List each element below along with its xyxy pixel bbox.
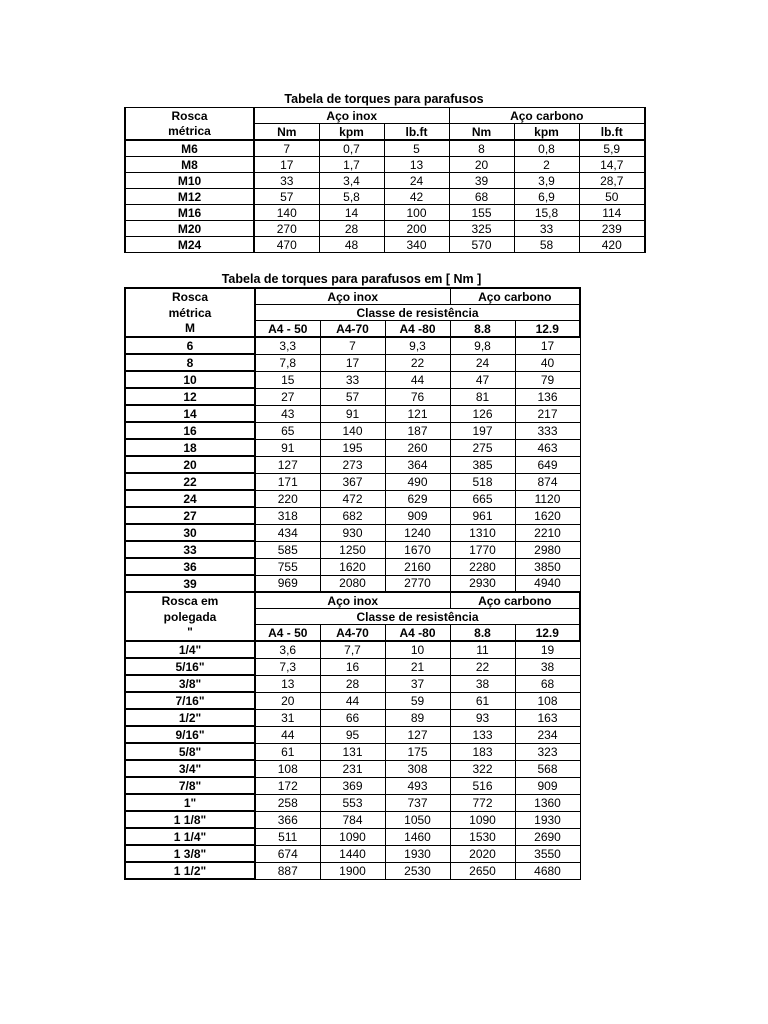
value-cell: 108 [515, 692, 580, 709]
table-row [125, 541, 580, 558]
value-cell: 755 [255, 558, 320, 575]
value-cell: 65 [255, 422, 320, 439]
value-cell: 42 [384, 189, 449, 205]
value-cell: 649 [515, 456, 580, 473]
header-unit: kpm [514, 124, 579, 141]
header-class: 8.8 [450, 625, 515, 642]
value-cell: 930 [320, 524, 385, 541]
table-row [125, 828, 580, 845]
row-label: 1 1/2" [125, 862, 255, 879]
value-cell: 6,9 [514, 189, 579, 205]
value-cell: 1460 [385, 828, 450, 845]
value-cell: 38 [450, 675, 515, 692]
value-cell: 33 [320, 371, 385, 388]
value-cell: 163 [515, 709, 580, 726]
value-cell: 7,3 [255, 658, 320, 675]
value-cell: 50 [579, 189, 645, 205]
value-cell: 17 [320, 354, 385, 371]
header-unit-inch: " [125, 625, 255, 642]
row-label: 7/8" [125, 777, 255, 794]
table-row [125, 405, 580, 422]
value-cell: 9,8 [450, 337, 515, 354]
value-cell: 43 [255, 405, 320, 422]
value-cell: 340 [384, 237, 449, 253]
value-cell: 133 [450, 726, 515, 743]
value-cell: 175 [385, 743, 450, 760]
value-cell: 127 [255, 456, 320, 473]
value-cell: 518 [450, 473, 515, 490]
value-cell: 37 [385, 675, 450, 692]
value-cell: 197 [450, 422, 515, 439]
torque-table-resistance-class [124, 287, 581, 880]
table-row [125, 439, 580, 456]
value-cell: 553 [320, 794, 385, 811]
value-cell: 66 [320, 709, 385, 726]
value-cell: 570 [449, 237, 514, 253]
value-cell: 91 [320, 405, 385, 422]
row-label: 33 [125, 541, 255, 558]
value-cell: 39 [449, 173, 514, 189]
value-cell: 568 [515, 760, 580, 777]
row-label: 9/16" [125, 726, 255, 743]
value-cell: 2690 [515, 828, 580, 845]
value-cell: 1240 [385, 524, 450, 541]
table-row [125, 507, 580, 524]
value-cell: 27 [255, 388, 320, 405]
value-cell: 126 [450, 405, 515, 422]
value-cell: 14,7 [579, 157, 645, 173]
header-class: A4 - 50 [255, 625, 320, 642]
row-label: M24 [125, 237, 254, 253]
header-class: 8.8 [450, 321, 515, 338]
value-cell: 1440 [320, 845, 385, 862]
row-label: 18 [125, 439, 255, 456]
value-cell: 2210 [515, 524, 580, 541]
value-cell: 48 [319, 237, 384, 253]
header-class: A4-70 [320, 321, 385, 338]
value-cell: 58 [514, 237, 579, 253]
value-cell: 33 [254, 173, 319, 189]
table-row [125, 811, 580, 828]
header-rosca: Rosca [125, 108, 254, 124]
value-cell: 3,6 [255, 641, 320, 658]
value-cell: 13 [255, 675, 320, 692]
table-row [125, 354, 580, 371]
table-row [125, 189, 645, 205]
value-cell: 2 [514, 157, 579, 173]
value-cell: 195 [320, 439, 385, 456]
value-cell: 322 [450, 760, 515, 777]
value-cell: 44 [255, 726, 320, 743]
value-cell: 7 [254, 140, 319, 157]
value-cell: 472 [320, 490, 385, 507]
header-unit: lb.ft [384, 124, 449, 141]
header-aco-carbono: Aço carbono [450, 592, 580, 609]
table-row [125, 173, 645, 189]
value-cell: 19 [515, 641, 580, 658]
value-cell: 121 [385, 405, 450, 422]
value-cell: 13 [384, 157, 449, 173]
row-label: 1 1/4" [125, 828, 255, 845]
value-cell: 28,7 [579, 173, 645, 189]
value-cell: 28 [320, 675, 385, 692]
value-cell: 61 [450, 692, 515, 709]
value-cell: 258 [255, 794, 320, 811]
value-cell: 171 [255, 473, 320, 490]
value-cell: 325 [449, 221, 514, 237]
row-label: M12 [125, 189, 254, 205]
value-cell: 47 [450, 371, 515, 388]
value-cell: 15,8 [514, 205, 579, 221]
row-label: 30 [125, 524, 255, 541]
value-cell: 3,4 [319, 173, 384, 189]
torque-table-metric-units [124, 107, 646, 253]
value-cell: 22 [385, 354, 450, 371]
table-row [125, 140, 645, 157]
value-cell: 57 [320, 388, 385, 405]
value-cell: 93 [450, 709, 515, 726]
table-row [125, 709, 580, 726]
value-cell: 3550 [515, 845, 580, 862]
value-cell: 2020 [450, 845, 515, 862]
value-cell: 1,7 [319, 157, 384, 173]
value-cell: 20 [449, 157, 514, 173]
value-cell: 273 [320, 456, 385, 473]
value-cell: 33 [514, 221, 579, 237]
value-cell: 1090 [450, 811, 515, 828]
value-cell: 24 [384, 173, 449, 189]
row-label: 7/16" [125, 692, 255, 709]
value-cell: 260 [385, 439, 450, 456]
value-cell: 308 [385, 760, 450, 777]
value-cell: 0,7 [319, 140, 384, 157]
row-label: 6 [125, 337, 255, 354]
header-metrica: métrica [125, 124, 254, 141]
table-row [125, 575, 580, 592]
value-cell: 909 [385, 507, 450, 524]
table-row [125, 794, 580, 811]
value-cell: 17 [515, 337, 580, 354]
value-cell: 89 [385, 709, 450, 726]
value-cell: 61 [255, 743, 320, 760]
value-cell: 333 [515, 422, 580, 439]
row-label: 22 [125, 473, 255, 490]
table-row [125, 675, 580, 692]
value-cell: 220 [255, 490, 320, 507]
header-class: A4 -80 [385, 321, 450, 338]
value-cell: 1360 [515, 794, 580, 811]
value-cell: 2280 [450, 558, 515, 575]
value-cell: 28 [319, 221, 384, 237]
value-cell: 516 [450, 777, 515, 794]
value-cell: 44 [385, 371, 450, 388]
row-label: 16 [125, 422, 255, 439]
row-label: 14 [125, 405, 255, 422]
table-row [125, 371, 580, 388]
value-cell: 784 [320, 811, 385, 828]
value-cell: 44 [320, 692, 385, 709]
value-cell: 21 [385, 658, 450, 675]
row-label: 39 [125, 575, 255, 592]
header-class: 12.9 [515, 321, 580, 338]
row-label: 10 [125, 371, 255, 388]
value-cell: 7,8 [255, 354, 320, 371]
value-cell: 0,8 [514, 140, 579, 157]
value-cell: 131 [320, 743, 385, 760]
value-cell: 2080 [320, 575, 385, 592]
table-row [125, 237, 645, 253]
header-unit-m: M [125, 321, 255, 338]
value-cell: 5,9 [579, 140, 645, 157]
row-label: 36 [125, 558, 255, 575]
value-cell: 5,8 [319, 189, 384, 205]
row-label: 20 [125, 456, 255, 473]
table-row [125, 337, 580, 354]
value-cell: 8 [449, 140, 514, 157]
header-classe: Classe de resistência [255, 609, 580, 625]
value-cell: 665 [450, 490, 515, 507]
value-cell: 10 [385, 641, 450, 658]
value-cell: 140 [254, 205, 319, 221]
value-cell: 136 [515, 388, 580, 405]
header-rosca-em: Rosca em [125, 592, 255, 609]
value-cell: 493 [385, 777, 450, 794]
table-row [125, 692, 580, 709]
value-cell: 9,3 [385, 337, 450, 354]
value-cell: 68 [515, 675, 580, 692]
value-cell: 674 [255, 845, 320, 862]
header-metrica: métrica [125, 305, 255, 321]
table-row [125, 845, 580, 862]
table-row [125, 388, 580, 405]
row-label: 1" [125, 794, 255, 811]
header-unit: Nm [449, 124, 514, 141]
value-cell: 200 [384, 221, 449, 237]
value-cell: 737 [385, 794, 450, 811]
value-cell: 1930 [515, 811, 580, 828]
value-cell: 31 [255, 709, 320, 726]
value-cell: 5 [384, 140, 449, 157]
row-label: 5/16" [125, 658, 255, 675]
header-class: A4 - 50 [255, 321, 320, 338]
value-cell: 24 [450, 354, 515, 371]
table-row [125, 760, 580, 777]
value-cell: 1620 [515, 507, 580, 524]
value-cell: 470 [254, 237, 319, 253]
header-classe: Classe de resistência [255, 305, 580, 321]
value-cell: 3,3 [255, 337, 320, 354]
value-cell: 68 [449, 189, 514, 205]
value-cell: 17 [254, 157, 319, 173]
value-cell: 2980 [515, 541, 580, 558]
value-cell: 59 [385, 692, 450, 709]
table1-title: Tabela de torques para parafusos [284, 92, 484, 106]
value-cell: 16 [320, 658, 385, 675]
header-aco-carbono: Aço carbono [450, 288, 580, 305]
row-label: M16 [125, 205, 254, 221]
value-cell: 385 [450, 456, 515, 473]
value-cell: 234 [515, 726, 580, 743]
value-cell: 7,7 [320, 641, 385, 658]
header-aco-inox: Aço inox [255, 288, 450, 305]
value-cell: 318 [255, 507, 320, 524]
value-cell: 95 [320, 726, 385, 743]
value-cell: 275 [450, 439, 515, 456]
row-label: 5/8" [125, 743, 255, 760]
value-cell: 1770 [450, 541, 515, 558]
value-cell: 2650 [450, 862, 515, 879]
value-cell: 490 [385, 473, 450, 490]
table-row [125, 743, 580, 760]
value-cell: 434 [255, 524, 320, 541]
value-cell: 3,9 [514, 173, 579, 189]
table-row [125, 205, 645, 221]
value-cell: 367 [320, 473, 385, 490]
value-cell: 217 [515, 405, 580, 422]
header-aco-inox: Aço inox [255, 592, 450, 609]
row-label: 3/8" [125, 675, 255, 692]
value-cell: 38 [515, 658, 580, 675]
value-cell: 4680 [515, 862, 580, 879]
value-cell: 1050 [385, 811, 450, 828]
value-cell: 1900 [320, 862, 385, 879]
value-cell: 682 [320, 507, 385, 524]
value-cell: 463 [515, 439, 580, 456]
value-cell: 14 [319, 205, 384, 221]
row-label: M8 [125, 157, 254, 173]
value-cell: 4940 [515, 575, 580, 592]
value-cell: 100 [384, 205, 449, 221]
value-cell: 2530 [385, 862, 450, 879]
row-label: M6 [125, 140, 254, 157]
value-cell: 364 [385, 456, 450, 473]
value-cell: 20 [255, 692, 320, 709]
value-cell: 15 [255, 371, 320, 388]
table-row [125, 490, 580, 507]
header-unit: Nm [254, 124, 319, 141]
value-cell: 155 [449, 205, 514, 221]
value-cell: 909 [515, 777, 580, 794]
table-row [125, 862, 580, 879]
row-label: 1/4" [125, 641, 255, 658]
table-row [125, 422, 580, 439]
value-cell: 1530 [450, 828, 515, 845]
row-label: M10 [125, 173, 254, 189]
header-class: A4 -80 [385, 625, 450, 642]
value-cell: 239 [579, 221, 645, 237]
header-unit: kpm [319, 124, 384, 141]
table-row [125, 157, 645, 173]
value-cell: 270 [254, 221, 319, 237]
value-cell: 91 [255, 439, 320, 456]
value-cell: 3850 [515, 558, 580, 575]
value-cell: 887 [255, 862, 320, 879]
row-label: 1 1/8" [125, 811, 255, 828]
table-row [125, 726, 580, 743]
value-cell: 231 [320, 760, 385, 777]
value-cell: 511 [255, 828, 320, 845]
value-cell: 1250 [320, 541, 385, 558]
row-label: 12 [125, 388, 255, 405]
table-row [125, 456, 580, 473]
header-aco-inox: Aço inox [254, 108, 449, 124]
row-label: 1/2" [125, 709, 255, 726]
header-class: A4-70 [320, 625, 385, 642]
value-cell: 1620 [320, 558, 385, 575]
value-cell: 187 [385, 422, 450, 439]
value-cell: 11 [450, 641, 515, 658]
row-label: 27 [125, 507, 255, 524]
value-cell: 585 [255, 541, 320, 558]
header-unit: lb.ft [579, 124, 645, 141]
value-cell: 7 [320, 337, 385, 354]
value-cell: 76 [385, 388, 450, 405]
value-cell: 2160 [385, 558, 450, 575]
value-cell: 1120 [515, 490, 580, 507]
row-label: 24 [125, 490, 255, 507]
value-cell: 2930 [450, 575, 515, 592]
value-cell: 22 [450, 658, 515, 675]
table-row [125, 658, 580, 675]
table-row [125, 641, 580, 658]
value-cell: 79 [515, 371, 580, 388]
value-cell: 114 [579, 205, 645, 221]
table-row [125, 524, 580, 541]
value-cell: 1090 [320, 828, 385, 845]
header-aco-carbono: Aço carbono [449, 108, 645, 124]
table-row [125, 777, 580, 794]
table-row [125, 221, 645, 237]
row-label: M20 [125, 221, 254, 237]
value-cell: 81 [450, 388, 515, 405]
table-row [125, 558, 580, 575]
value-cell: 2770 [385, 575, 450, 592]
row-label: 8 [125, 354, 255, 371]
value-cell: 108 [255, 760, 320, 777]
table2-title: Tabela de torques para parafusos em [ Nm ] [221, 272, 482, 286]
value-cell: 1310 [450, 524, 515, 541]
value-cell: 969 [255, 575, 320, 592]
header-class: 12.9 [515, 625, 580, 642]
value-cell: 874 [515, 473, 580, 490]
value-cell: 57 [254, 189, 319, 205]
row-label: 1 3/8" [125, 845, 255, 862]
table-row [125, 473, 580, 490]
value-cell: 961 [450, 507, 515, 524]
value-cell: 629 [385, 490, 450, 507]
value-cell: 772 [450, 794, 515, 811]
value-cell: 1930 [385, 845, 450, 862]
value-cell: 140 [320, 422, 385, 439]
value-cell: 369 [320, 777, 385, 794]
value-cell: 172 [255, 777, 320, 794]
value-cell: 127 [385, 726, 450, 743]
row-label: 3/4" [125, 760, 255, 777]
value-cell: 183 [450, 743, 515, 760]
value-cell: 40 [515, 354, 580, 371]
value-cell: 323 [515, 743, 580, 760]
header-polegada: polegada [125, 609, 255, 625]
value-cell: 366 [255, 811, 320, 828]
header-rosca: Rosca [125, 288, 255, 305]
value-cell: 1670 [385, 541, 450, 558]
value-cell: 420 [579, 237, 645, 253]
